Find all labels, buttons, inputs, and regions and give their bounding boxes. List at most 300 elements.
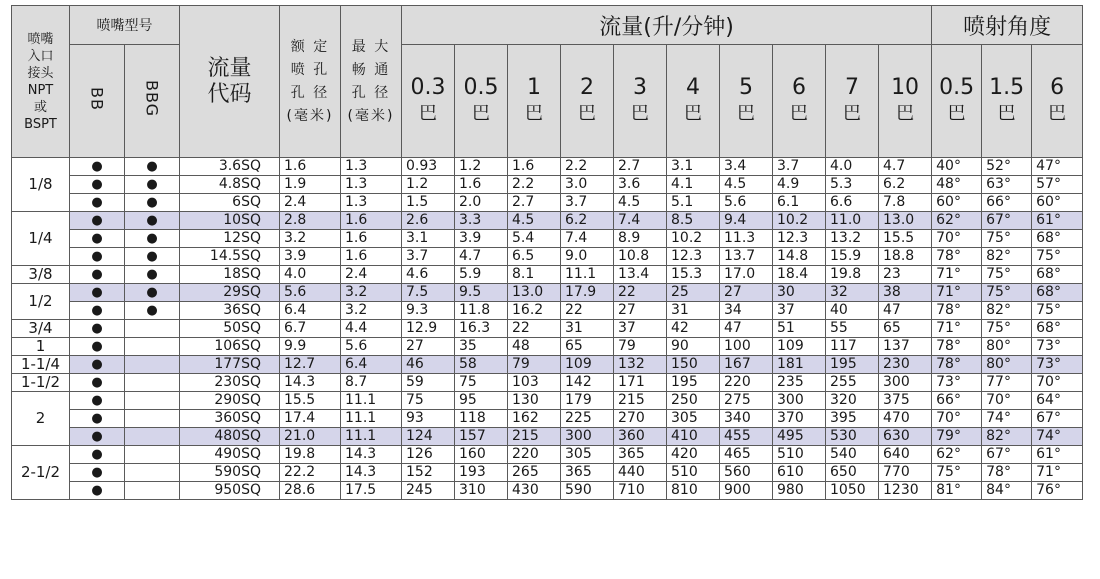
spray-angle-cell: 52° — [982, 158, 1032, 176]
flow-value-cell: 152 — [402, 464, 455, 482]
flow-value-cell: 7.5 — [402, 284, 455, 302]
flow-value-cell: 530 — [826, 428, 879, 446]
inlet-size-cell: 1-1/4 — [12, 356, 70, 374]
spray-angle-cell: 76° — [1032, 482, 1083, 500]
bb-availability-cell: ● — [70, 284, 125, 302]
flow-value-cell: 9.4 — [720, 212, 773, 230]
flow-value-cell: 8.9 — [614, 230, 667, 248]
flow-code-cell: 6SQ — [180, 194, 280, 212]
flow-value-cell: 55 — [826, 320, 879, 338]
bbg-availability-cell: ● — [125, 194, 180, 212]
spray-angle-cell: 66° — [982, 194, 1032, 212]
bb-availability-cell: ● — [70, 464, 125, 482]
flow-value-cell: 465 — [720, 446, 773, 464]
flow-code-cell: 480SQ — [180, 428, 280, 446]
flow-value-cell: 3.7 — [561, 194, 614, 212]
bbg-availability-cell — [125, 446, 180, 464]
flow-value-cell: 220 — [508, 446, 561, 464]
inlet-size-cell: 1 — [12, 338, 70, 356]
flow-code-cell: 230SQ — [180, 374, 280, 392]
spray-angle-cell: 61° — [1032, 212, 1083, 230]
flow-value-cell: 410 — [667, 428, 720, 446]
spray-angle-cell: 75° — [982, 320, 1032, 338]
bbg-availability-cell — [125, 482, 180, 500]
flow-value-cell: 142 — [561, 374, 614, 392]
flow-value-cell: 2.7 — [508, 194, 561, 212]
flow-value-cell: 440 — [614, 464, 667, 482]
flow-value-cell: 38 — [879, 284, 932, 302]
flow-value-cell: 195 — [826, 356, 879, 374]
rated-orifice-cell: 19.8 — [280, 446, 341, 464]
flow-value-cell: 3.6 — [614, 176, 667, 194]
inlet-size-cell: 2-1/2 — [12, 446, 70, 500]
flow-value-cell: 6.1 — [773, 194, 826, 212]
rated-orifice-cell: 28.6 — [280, 482, 341, 500]
max-passage-cell: 8.7 — [341, 374, 402, 392]
spray-angle-cell: 67° — [1032, 410, 1083, 428]
flow-value-cell: 4.9 — [773, 176, 826, 194]
flow-value-cell: 0.93 — [402, 158, 455, 176]
spray-angle-cell: 75° — [982, 266, 1032, 284]
flow-value-cell: 305 — [667, 410, 720, 428]
flow-value-cell: 100 — [720, 338, 773, 356]
flow-code-cell: 177SQ — [180, 356, 280, 374]
table-row — [12, 410, 1083, 428]
flow-value-cell: 4.5 — [720, 176, 773, 194]
bb-availability-cell: ● — [70, 212, 125, 230]
flow-value-cell: 137 — [879, 338, 932, 356]
nozzle-model-header: 喷嘴型号 — [70, 6, 180, 45]
flow-value-cell: 179 — [561, 392, 614, 410]
flow-value-cell: 215 — [508, 428, 561, 446]
spray-angle-cell: 70° — [932, 230, 982, 248]
bb-availability-cell: ● — [70, 356, 125, 374]
flow-code-cell: 18SQ — [180, 266, 280, 284]
flow-value-cell: 150 — [667, 356, 720, 374]
flow-code-cell: 50SQ — [180, 320, 280, 338]
spray-angle-cell: 75° — [1032, 302, 1083, 320]
rated-orifice-cell: 12.7 — [280, 356, 341, 374]
bb-availability-cell: ● — [70, 374, 125, 392]
spray-angle-cell: 73° — [1032, 338, 1083, 356]
inlet-size-cell: 1-1/2 — [12, 374, 70, 392]
flow-value-cell: 2.6 — [402, 212, 455, 230]
spray-angle-cell: 78° — [932, 302, 982, 320]
flow-value-cell: 2.7 — [614, 158, 667, 176]
flow-value-cell: 1.5 — [402, 194, 455, 212]
flow-value-cell: 75 — [455, 374, 508, 392]
flow-value-cell: 650 — [826, 464, 879, 482]
flow-value-cell: 5.9 — [455, 266, 508, 284]
spray-angle-cell: 47° — [1032, 158, 1083, 176]
flow-value-cell: 12.3 — [667, 248, 720, 266]
flow-value-cell: 4.0 — [826, 158, 879, 176]
pressure-header: 6 巴 — [773, 45, 826, 158]
flow-value-cell: 1.6 — [508, 158, 561, 176]
rated-orifice-cell: 4.0 — [280, 266, 341, 284]
flow-value-cell: 420 — [667, 446, 720, 464]
flow-value-cell: 3.9 — [455, 230, 508, 248]
flow-value-cell: 375 — [879, 392, 932, 410]
table-row — [12, 194, 1083, 212]
flow-code-cell: 12SQ — [180, 230, 280, 248]
bb-availability-cell: ● — [70, 230, 125, 248]
flow-rate-group-header: 流量(升/分钟) — [402, 6, 932, 45]
flow-value-cell: 58 — [455, 356, 508, 374]
flow-value-cell: 220 — [720, 374, 773, 392]
spray-angle-cell: 78° — [982, 464, 1032, 482]
rated-orifice-cell: 17.4 — [280, 410, 341, 428]
flow-code-cell: 360SQ — [180, 410, 280, 428]
flow-value-cell: 8.1 — [508, 266, 561, 284]
rated-orifice-cell: 2.8 — [280, 212, 341, 230]
rated-orifice-cell: 3.9 — [280, 248, 341, 266]
flow-value-cell: 2.2 — [561, 158, 614, 176]
flow-code-cell: 14.5SQ — [180, 248, 280, 266]
flow-value-cell: 47 — [879, 302, 932, 320]
flow-value-cell: 470 — [879, 410, 932, 428]
spray-angle-cell: 75° — [982, 230, 1032, 248]
flow-value-cell: 11.0 — [826, 212, 879, 230]
spray-angle-cell: 70° — [932, 410, 982, 428]
flow-value-cell: 15.9 — [826, 248, 879, 266]
max-passage-cell: 3.2 — [341, 284, 402, 302]
bbg-availability-cell: ● — [125, 212, 180, 230]
flow-value-cell: 18.4 — [773, 266, 826, 284]
flow-value-cell: 195 — [667, 374, 720, 392]
flow-value-cell: 11.8 — [455, 302, 508, 320]
table-row — [12, 482, 1083, 500]
flow-value-cell: 5.3 — [826, 176, 879, 194]
flow-value-cell: 630 — [879, 428, 932, 446]
flow-value-cell: 510 — [773, 446, 826, 464]
spray-angle-cell: 79° — [932, 428, 982, 446]
spray-angle-cell: 77° — [982, 374, 1032, 392]
flow-value-cell: 42 — [667, 320, 720, 338]
spray-angle-cell: 64° — [1032, 392, 1083, 410]
spray-angle-cell: 60° — [1032, 194, 1083, 212]
pressure-header: 10 巴 — [879, 45, 932, 158]
flow-code-cell: 10SQ — [180, 212, 280, 230]
flow-value-cell: 12.3 — [773, 230, 826, 248]
rated-orifice-cell: 9.9 — [280, 338, 341, 356]
rated-orifice-cell: 1.9 — [280, 176, 341, 194]
flow-code-cell: 3.6SQ — [180, 158, 280, 176]
flow-value-cell: 17.9 — [561, 284, 614, 302]
spray-angle-cell: 73° — [932, 374, 982, 392]
flow-value-cell: 510 — [667, 464, 720, 482]
flow-value-cell: 13.0 — [879, 212, 932, 230]
spray-angle-group-header: 喷射角度 — [932, 6, 1083, 45]
max-passage-cell: 11.1 — [341, 410, 402, 428]
flow-value-cell: 103 — [508, 374, 561, 392]
flow-value-cell: 14.8 — [773, 248, 826, 266]
spray-angle-cell: 80° — [982, 338, 1032, 356]
flow-value-cell: 48 — [508, 338, 561, 356]
flow-value-cell: 7.8 — [879, 194, 932, 212]
bb-availability-cell: ● — [70, 194, 125, 212]
flow-code-cell: 106SQ — [180, 338, 280, 356]
flow-value-cell: 3.4 — [720, 158, 773, 176]
flow-value-cell: 6.5 — [508, 248, 561, 266]
flow-value-cell: 365 — [614, 446, 667, 464]
flow-value-cell: 17.0 — [720, 266, 773, 284]
table-row — [12, 464, 1083, 482]
flow-value-cell: 15.3 — [667, 266, 720, 284]
pressure-header: 7 巴 — [826, 45, 879, 158]
inlet-size-cell: 2 — [12, 392, 70, 446]
flow-value-cell: 710 — [614, 482, 667, 500]
flow-code-cell: 290SQ — [180, 392, 280, 410]
spray-angle-cell: 74° — [1032, 428, 1083, 446]
flow-code-cell: 950SQ — [180, 482, 280, 500]
flow-value-cell: 160 — [455, 446, 508, 464]
flow-value-cell: 130 — [508, 392, 561, 410]
spray-angle-cell: 48° — [932, 176, 982, 194]
flow-value-cell: 5.6 — [720, 194, 773, 212]
flow-value-cell: 3.1 — [402, 230, 455, 248]
bb-availability-cell: ● — [70, 446, 125, 464]
spray-angle-cell: 73° — [1032, 356, 1083, 374]
flow-value-cell: 12.9 — [402, 320, 455, 338]
bbg-availability-cell — [125, 410, 180, 428]
flow-value-cell: 255 — [826, 374, 879, 392]
spray-angle-cell: 66° — [932, 392, 982, 410]
table-row — [12, 158, 1083, 176]
spray-angle-cell: 78° — [932, 338, 982, 356]
max-passage-cell: 14.3 — [341, 464, 402, 482]
flow-code-cell: 490SQ — [180, 446, 280, 464]
flow-value-cell: 16.3 — [455, 320, 508, 338]
flow-value-cell: 250 — [667, 392, 720, 410]
flow-value-cell: 235 — [773, 374, 826, 392]
spray-angle-cell: 75° — [982, 284, 1032, 302]
spray-angle-cell: 62° — [932, 446, 982, 464]
flow-value-cell: 590 — [561, 482, 614, 500]
flow-value-cell: 22 — [508, 320, 561, 338]
bbg-availability-cell: ● — [125, 302, 180, 320]
spray-angle-cell: 70° — [1032, 374, 1083, 392]
inlet-size-cell: 1/8 — [12, 158, 70, 212]
flow-value-cell: 310 — [455, 482, 508, 500]
bbg-availability-cell — [125, 428, 180, 446]
spec-table-body — [12, 158, 1083, 500]
spray-angle-cell: 74° — [982, 410, 1032, 428]
flow-value-cell: 162 — [508, 410, 561, 428]
rated-orifice-cell: 3.2 — [280, 230, 341, 248]
flow-value-cell: 2.0 — [455, 194, 508, 212]
spray-angle-cell: 71° — [1032, 464, 1083, 482]
bbg-availability-cell: ● — [125, 176, 180, 194]
flow-code-cell: 36SQ — [180, 302, 280, 320]
flow-value-cell: 25 — [667, 284, 720, 302]
spray-angle-cell: 82° — [982, 248, 1032, 266]
flow-value-cell: 8.5 — [667, 212, 720, 230]
flow-code-cell: 4.8SQ — [180, 176, 280, 194]
inlet-connection-header: 喷嘴 入口 接头 NPT 或 BSPT — [12, 6, 70, 158]
angle-pressure-header: 0.5 巴 — [932, 45, 982, 158]
flow-value-cell: 3.7 — [402, 248, 455, 266]
flow-value-cell: 6.6 — [826, 194, 879, 212]
flow-value-cell: 300 — [773, 392, 826, 410]
table-row — [12, 446, 1083, 464]
rated-orifice-cell: 15.5 — [280, 392, 341, 410]
flow-value-cell: 27 — [614, 302, 667, 320]
spray-angle-cell: 70° — [982, 392, 1032, 410]
flow-value-cell: 34 — [720, 302, 773, 320]
pressure-header: 3 巴 — [614, 45, 667, 158]
flow-value-cell: 47 — [720, 320, 773, 338]
max-passage-cell: 2.4 — [341, 266, 402, 284]
flow-value-cell: 540 — [826, 446, 879, 464]
flow-value-cell: 4.7 — [455, 248, 508, 266]
flow-value-cell: 171 — [614, 374, 667, 392]
flow-value-cell: 365 — [561, 464, 614, 482]
spray-angle-cell: 67° — [982, 212, 1032, 230]
spray-angle-cell: 81° — [932, 482, 982, 500]
spray-angle-cell: 40° — [932, 158, 982, 176]
flow-value-cell: 270 — [614, 410, 667, 428]
flow-value-cell: 181 — [773, 356, 826, 374]
table-row — [12, 176, 1083, 194]
flow-value-cell: 157 — [455, 428, 508, 446]
bb-availability-cell: ● — [70, 482, 125, 500]
flow-value-cell: 9.0 — [561, 248, 614, 266]
flow-code-header: 流量 代码 — [180, 6, 280, 158]
inlet-size-cell: 1/2 — [12, 284, 70, 320]
flow-value-cell: 640 — [879, 446, 932, 464]
flow-value-cell: 495 — [773, 428, 826, 446]
max-passage-cell: 6.4 — [341, 356, 402, 374]
spec-table-container — [11, 5, 1083, 500]
inlet-size-cell: 3/8 — [12, 266, 70, 284]
bb-availability-cell: ● — [70, 392, 125, 410]
max-passage-cell: 11.1 — [341, 428, 402, 446]
spray-angle-cell: 75° — [1032, 248, 1083, 266]
spray-angle-cell: 80° — [982, 356, 1032, 374]
angle-pressure-header: 6 巴 — [1032, 45, 1083, 158]
flow-value-cell: 1.2 — [455, 158, 508, 176]
flow-value-cell: 3.1 — [667, 158, 720, 176]
max-passage-cell: 1.6 — [341, 230, 402, 248]
rated-orifice-cell: 2.4 — [280, 194, 341, 212]
flow-value-cell: 2.2 — [508, 176, 561, 194]
flow-value-cell: 1.2 — [402, 176, 455, 194]
rated-orifice-cell: 5.6 — [280, 284, 341, 302]
max-passage-cell: 11.1 — [341, 392, 402, 410]
bbg-availability-cell — [125, 320, 180, 338]
flow-value-cell: 93 — [402, 410, 455, 428]
max-passage-cell: 1.3 — [341, 194, 402, 212]
spray-angle-cell: 57° — [1032, 176, 1083, 194]
table-row — [12, 248, 1083, 266]
max-passage-cell: 1.3 — [341, 176, 402, 194]
flow-value-cell: 1050 — [826, 482, 879, 500]
bb-availability-cell: ● — [70, 320, 125, 338]
rated-orifice-cell: 1.6 — [280, 158, 341, 176]
flow-value-cell: 132 — [614, 356, 667, 374]
pressure-header: 0.5 巴 — [455, 45, 508, 158]
flow-value-cell: 320 — [826, 392, 879, 410]
table-row — [12, 284, 1083, 302]
flow-value-cell: 610 — [773, 464, 826, 482]
bb-availability-cell: ● — [70, 338, 125, 356]
pressure-header: 1 巴 — [508, 45, 561, 158]
flow-value-cell: 10.2 — [773, 212, 826, 230]
table-row — [12, 338, 1083, 356]
flow-code-cell: 590SQ — [180, 464, 280, 482]
table-row — [12, 428, 1083, 446]
spray-angle-cell: 67° — [982, 446, 1032, 464]
flow-value-cell: 300 — [561, 428, 614, 446]
rated-orifice-cell: 22.2 — [280, 464, 341, 482]
flow-value-cell: 4.7 — [879, 158, 932, 176]
flow-value-cell: 22 — [561, 302, 614, 320]
flow-code-cell: 29SQ — [180, 284, 280, 302]
spray-angle-cell: 68° — [1032, 320, 1083, 338]
max-passage-cell: 1.3 — [341, 158, 402, 176]
flow-value-cell: 109 — [773, 338, 826, 356]
inlet-size-cell: 1/4 — [12, 212, 70, 266]
table-row — [12, 212, 1083, 230]
flow-value-cell: 126 — [402, 446, 455, 464]
flow-value-cell: 11.1 — [561, 266, 614, 284]
max-passage-cell: 14.3 — [341, 446, 402, 464]
spray-angle-cell: 82° — [982, 302, 1032, 320]
bbg-availability-cell — [125, 392, 180, 410]
pressure-header: 4 巴 — [667, 45, 720, 158]
flow-value-cell: 193 — [455, 464, 508, 482]
flow-value-cell: 1230 — [879, 482, 932, 500]
flow-value-cell: 11.3 — [720, 230, 773, 248]
flow-value-cell: 23 — [879, 266, 932, 284]
flow-value-cell: 4.5 — [614, 194, 667, 212]
bb-availability-cell: ● — [70, 428, 125, 446]
rated-orifice-cell: 14.3 — [280, 374, 341, 392]
pressure-header: 0.3 巴 — [402, 45, 455, 158]
flow-value-cell: 13.7 — [720, 248, 773, 266]
table-row — [12, 230, 1083, 248]
angle-pressure-header: 1.5 巴 — [982, 45, 1032, 158]
bb-availability-cell: ● — [70, 302, 125, 320]
flow-value-cell: 75 — [402, 392, 455, 410]
flow-value-cell: 810 — [667, 482, 720, 500]
model-bb-header: BB — [70, 45, 125, 158]
spray-angle-cell: 75° — [932, 464, 982, 482]
spray-angle-cell: 84° — [982, 482, 1032, 500]
flow-value-cell: 31 — [561, 320, 614, 338]
spray-angle-cell: 68° — [1032, 266, 1083, 284]
flow-value-cell: 265 — [508, 464, 561, 482]
flow-value-cell: 15.5 — [879, 230, 932, 248]
flow-value-cell: 4.1 — [667, 176, 720, 194]
rated-orifice-cell: 6.4 — [280, 302, 341, 320]
bbg-availability-cell: ● — [125, 248, 180, 266]
table-row — [12, 266, 1083, 284]
flow-value-cell: 32 — [826, 284, 879, 302]
flow-value-cell: 13.0 — [508, 284, 561, 302]
spray-angle-cell: 71° — [932, 320, 982, 338]
flow-value-cell: 37 — [773, 302, 826, 320]
flow-value-cell: 455 — [720, 428, 773, 446]
flow-value-cell: 118 — [455, 410, 508, 428]
flow-value-cell: 6.2 — [879, 176, 932, 194]
flow-value-cell: 560 — [720, 464, 773, 482]
flow-value-cell: 7.4 — [614, 212, 667, 230]
nozzle-spec-table — [11, 5, 1083, 500]
bbg-availability-cell: ● — [125, 284, 180, 302]
rated-orifice-cell: 21.0 — [280, 428, 341, 446]
